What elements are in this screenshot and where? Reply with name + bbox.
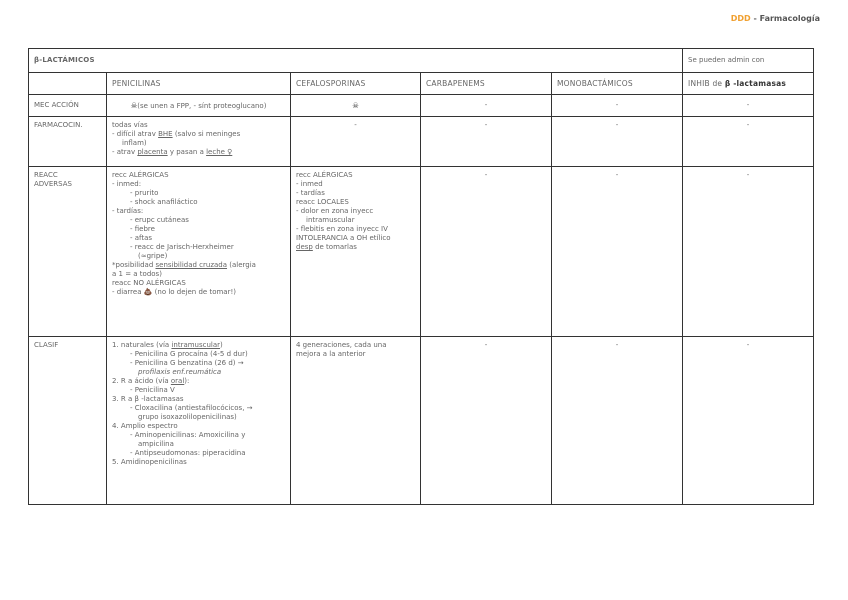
clas-text: 1. naturales (vía xyxy=(112,341,172,349)
page-header xyxy=(731,14,820,23)
farm-penicilinas xyxy=(107,117,291,167)
col-inhib-bold: β -lactamasas xyxy=(724,79,787,88)
col-inhib xyxy=(683,73,814,95)
farm-text-underlined: leche ♀ xyxy=(206,148,233,156)
clas-line: grupo isoxazolilopenicilinas) xyxy=(138,413,237,421)
col-carbapenems: CARBAPENEMS xyxy=(421,73,552,95)
clas-line: 4. Amplio espectro xyxy=(112,422,178,430)
adv-cef-line: - tardías xyxy=(296,189,325,197)
row-label-farm: FARMACOCIN. xyxy=(29,117,107,167)
farm-text: - atrav xyxy=(112,148,138,156)
beta-lactam-table xyxy=(28,48,814,505)
farm-line xyxy=(112,130,285,139)
clas-line: profilaxis enf.reumática xyxy=(138,368,222,376)
adv-cef-line: recc ALÉRGICAS xyxy=(296,171,353,179)
poop-icon: 💩 xyxy=(143,288,153,296)
empty-header-cell xyxy=(29,73,107,95)
adv-cef-line: reacc LOCALES xyxy=(296,198,349,206)
clas-line xyxy=(112,377,285,386)
row-label-clas: CLASIF xyxy=(29,337,107,505)
brand-label: DDD xyxy=(730,14,751,23)
farm-text: - difícil atrav xyxy=(112,130,159,138)
farm-text-underlined: placenta xyxy=(137,148,168,156)
table-title-row xyxy=(29,49,814,73)
adv-line: - aftas xyxy=(130,234,153,242)
clas-cef-line: 4 generaciones, cada una xyxy=(296,341,387,349)
adv-line xyxy=(112,261,285,270)
row-label-line: REACC xyxy=(34,171,58,179)
clas-line: 3. R a β -lactamasas xyxy=(112,395,184,403)
adv-cef-line xyxy=(296,243,415,252)
adv-text: (no lo dejen de tomar!) xyxy=(152,288,236,296)
farm-line xyxy=(112,148,285,157)
table-row xyxy=(29,117,814,167)
adv-cef-line: - dolor en zona inyecc xyxy=(296,207,374,215)
adv-line: - prurito xyxy=(130,189,159,197)
clas-cef-line: mejora a la anterior xyxy=(296,350,366,358)
mec-cefalosporinas xyxy=(291,95,421,117)
farm-line: inflam) xyxy=(122,139,147,147)
clas-line: 5. Amidinopenicilinas xyxy=(112,458,187,466)
farm-cefalosporinas: - xyxy=(291,117,421,167)
clas-penicilinas xyxy=(107,337,291,505)
mec-monobactamicos: - xyxy=(552,95,683,117)
row-label-mec: MEC ACCIÓN xyxy=(29,95,107,117)
adv-cef-line: intramuscular xyxy=(306,216,355,224)
adv-line xyxy=(112,288,285,297)
table-row xyxy=(29,167,814,337)
mec-carbapenems: - xyxy=(421,95,552,117)
farm-text-underlined: BHE xyxy=(158,130,173,138)
adv-text-underlined: sensibilidad cruzada xyxy=(155,261,228,269)
adv-carbapenems: - xyxy=(421,167,552,337)
col-cefalosporinas: CEFALOSPORINAS xyxy=(291,73,421,95)
adv-line: - shock anafiláctico xyxy=(130,198,198,206)
skull-icon: ☠ xyxy=(352,100,359,110)
clas-text: ): xyxy=(184,377,190,385)
adv-line: reacc NO ALÉRGICAS xyxy=(112,279,186,287)
mec-pen-text: (se unen a FPP, - sínt proteoglucano) xyxy=(137,101,267,110)
clas-line xyxy=(112,341,285,350)
adv-line: - inmed: xyxy=(112,180,142,188)
clas-carbapenems: - xyxy=(421,337,552,505)
row-label-adv xyxy=(29,167,107,337)
adv-text: *posibilidad xyxy=(112,261,156,269)
adv-line: recc ALÉRGICAS xyxy=(112,171,169,179)
col-penicilinas: PENICILINAS xyxy=(107,73,291,95)
clas-cefalosporinas xyxy=(291,337,421,505)
mec-inhib: - xyxy=(683,95,814,117)
adv-penicilinas xyxy=(107,167,291,337)
clas-text-underlined: oral xyxy=(170,377,185,385)
row-label-line: ADVERSAS xyxy=(34,180,72,188)
adv-text: - diarrea xyxy=(112,288,144,296)
adv-monobactamicos: - xyxy=(552,167,683,337)
table-row xyxy=(29,337,814,505)
col-inhib-prefix: INHIB de xyxy=(688,79,725,88)
column-header-row xyxy=(29,73,814,95)
clas-monobactamicos: - xyxy=(552,337,683,505)
skull-icon: ☠ xyxy=(130,100,138,110)
adv-line: - erupc cutáneas xyxy=(130,216,189,224)
farm-line: todas vías xyxy=(112,121,148,129)
adv-line: - reacc de Jarisch-Herxheimer xyxy=(130,243,234,251)
header-separator: - xyxy=(750,14,760,23)
clas-line: ampicilina xyxy=(138,440,174,448)
farm-inhib: - xyxy=(683,117,814,167)
adv-cefalosporinas xyxy=(291,167,421,337)
farm-carbapenems: - xyxy=(421,117,552,167)
adv-line: - tardías: xyxy=(112,207,144,215)
adv-cef-text-underlined: desp xyxy=(296,243,313,251)
farm-text: (salvo si meninges xyxy=(172,130,241,138)
clas-text: ) xyxy=(220,341,223,349)
adv-line: - fiebre xyxy=(130,225,155,233)
clas-line: - Penicilina G procaína (4-5 d dur) xyxy=(130,350,248,358)
clas-line: - Penicilina V xyxy=(130,386,175,394)
table-row xyxy=(29,95,814,117)
table-title: β-LACTÁMICOS xyxy=(29,49,683,73)
adv-line: (≈gripe) xyxy=(138,252,168,260)
adv-cef-text: de tomarlas xyxy=(312,243,357,251)
inhib-header: Se pueden admin con xyxy=(683,49,814,73)
clas-inhib: - xyxy=(683,337,814,505)
clas-line: - Penicilina G benzatina (26 d) → xyxy=(130,359,244,367)
mec-penicilinas xyxy=(107,95,291,117)
farm-monobactamicos: - xyxy=(552,117,683,167)
clas-line: - Cloxacilina (antiestafilocócicos, → xyxy=(130,404,253,412)
adv-inhib: - xyxy=(683,167,814,337)
subject-label: Farmacología xyxy=(759,14,820,23)
clas-text: 2. R a ácido (vía xyxy=(112,377,171,385)
col-monobactamicos: MONOBACTÁMICOS xyxy=(552,73,683,95)
adv-cef-line: - inmed xyxy=(296,180,323,188)
adv-cef-line: INTOLERANCIA a OH etílico xyxy=(296,234,391,242)
farm-text: y pasan a xyxy=(167,148,207,156)
adv-line: a 1 = a todos) xyxy=(112,270,162,278)
clas-line: - Antipseudomonas: piperacidina xyxy=(130,449,246,457)
adv-text: (alergia xyxy=(227,261,256,269)
clas-text-underlined: intramuscular xyxy=(171,341,221,349)
adv-cef-line: - flebitis en zona inyecc IV xyxy=(296,225,388,233)
clas-line: - Aminopenicilinas: Amoxicilina y xyxy=(130,431,246,439)
